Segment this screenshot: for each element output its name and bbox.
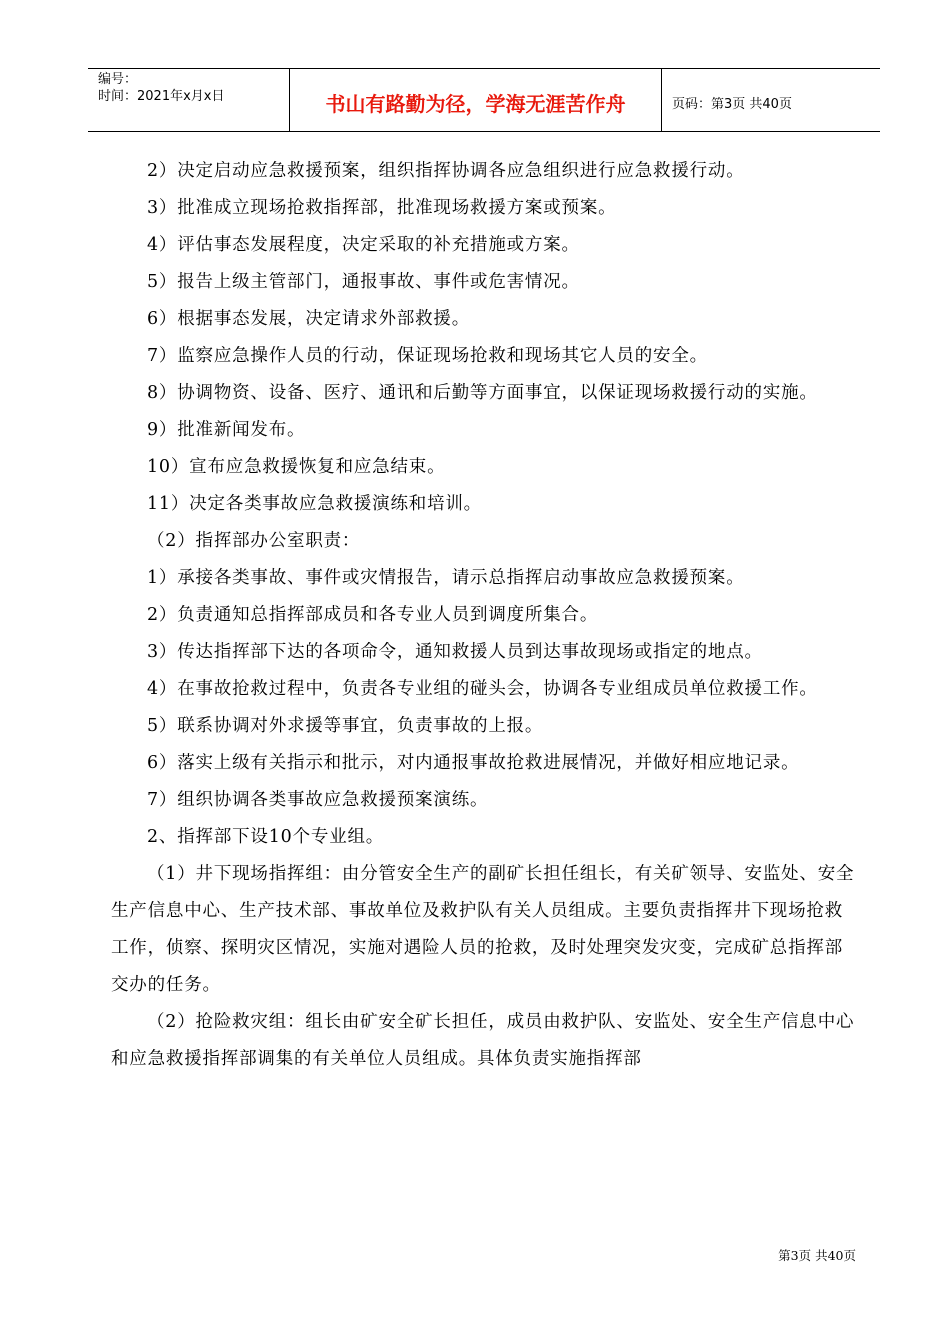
paragraph: 3）批准成立现场抢救指挥部，批准现场救援方案或预案。 (147, 198, 617, 218)
document-time-label: 时间：2021年x月x日 (98, 89, 225, 104)
paragraph: 5）联系协调对外求援等事宜，负责事故的上报。 (147, 716, 544, 736)
paragraph: 8）协调物资、设备、医疗、通讯和后勤等方面事宜，以保证现场救援行动的实施。 (147, 383, 818, 403)
page-footer: 第3页 共40页 (778, 1248, 856, 1263)
header-page-info: 页码：第3页 共40页 (672, 96, 792, 112)
page-header (88, 68, 880, 132)
paragraph: （2）指挥部办公室职责： (147, 531, 361, 551)
paragraph: 10）宣布应急救援恢复和应急结束。 (147, 457, 446, 477)
document-number-label: 编号： (98, 72, 138, 87)
paragraph: 4）评估事态发展程度，决定采取的补充措施或方案。 (147, 235, 580, 255)
document-body (111, 153, 861, 1078)
paragraph: 7）组织协调各类事故应急救援预案演练。 (147, 790, 489, 810)
paragraph: 6）根据事态发展，决定请求外部救援。 (147, 309, 471, 329)
paragraph: 4）在事故抢救过程中，负责各专业组的碰头会，协调各专业组成员单位救援工作。 (147, 679, 818, 699)
paragraph: （2）抢险救灾组：组长由矿安全矿长担任，成员由救护队、安监处、安全生产信息中心和应急救援指挥部调集的有关单位人员组成。具体负责实施指挥部 (111, 1012, 855, 1069)
paragraph: 3）传达指挥部下达的各项命令，通知救援人员到达事故现场或指定的地点。 (147, 642, 763, 662)
paragraph: 9）批准新闻发布。 (147, 420, 306, 440)
paragraph: 6）落实上级有关指示和批示，对内通报事故抢救进展情况，并做好相应地记录。 (147, 753, 800, 773)
paragraph: （1）井下现场指挥组：由分管安全生产的副矿长担任组长，有关矿领导、安监处、安全生产信息中心、生产技术部、事故单位及救护队有关人员组成。主要负责指挥井下现场抢救工作，侦察、探明灾区情况，实施对遇险人员的抢救，及时处理突发灾变，完成矿总指挥部交办的任务。 (111, 864, 855, 995)
paragraph: 2）决定启动应急救援预案，组织指挥协调各应急组织进行应急救援行动。 (147, 161, 745, 181)
paragraph: 2）负责通知总指挥部成员和各专业人员到调度所集合。 (147, 605, 599, 625)
paragraph: 11）决定各类事故应急救援演练和培训。 (147, 494, 482, 514)
paragraph: 5）报告上级主管部门，通报事故、事件或危害情况。 (147, 272, 580, 292)
header-motto: 书山有路勤为径，学海无涯苦作舟 (290, 69, 662, 131)
paragraph: 2、指挥部下设10个专业组。 (147, 827, 385, 847)
paragraph: 1）承接各类事故、事件或灾情报告，请示总指挥启动事故应急救援预案。 (147, 568, 745, 588)
paragraph: 7）监察应急操作人员的行动，保证现场抢救和现场其它人员的安全。 (147, 346, 708, 366)
header-meta (88, 69, 290, 131)
